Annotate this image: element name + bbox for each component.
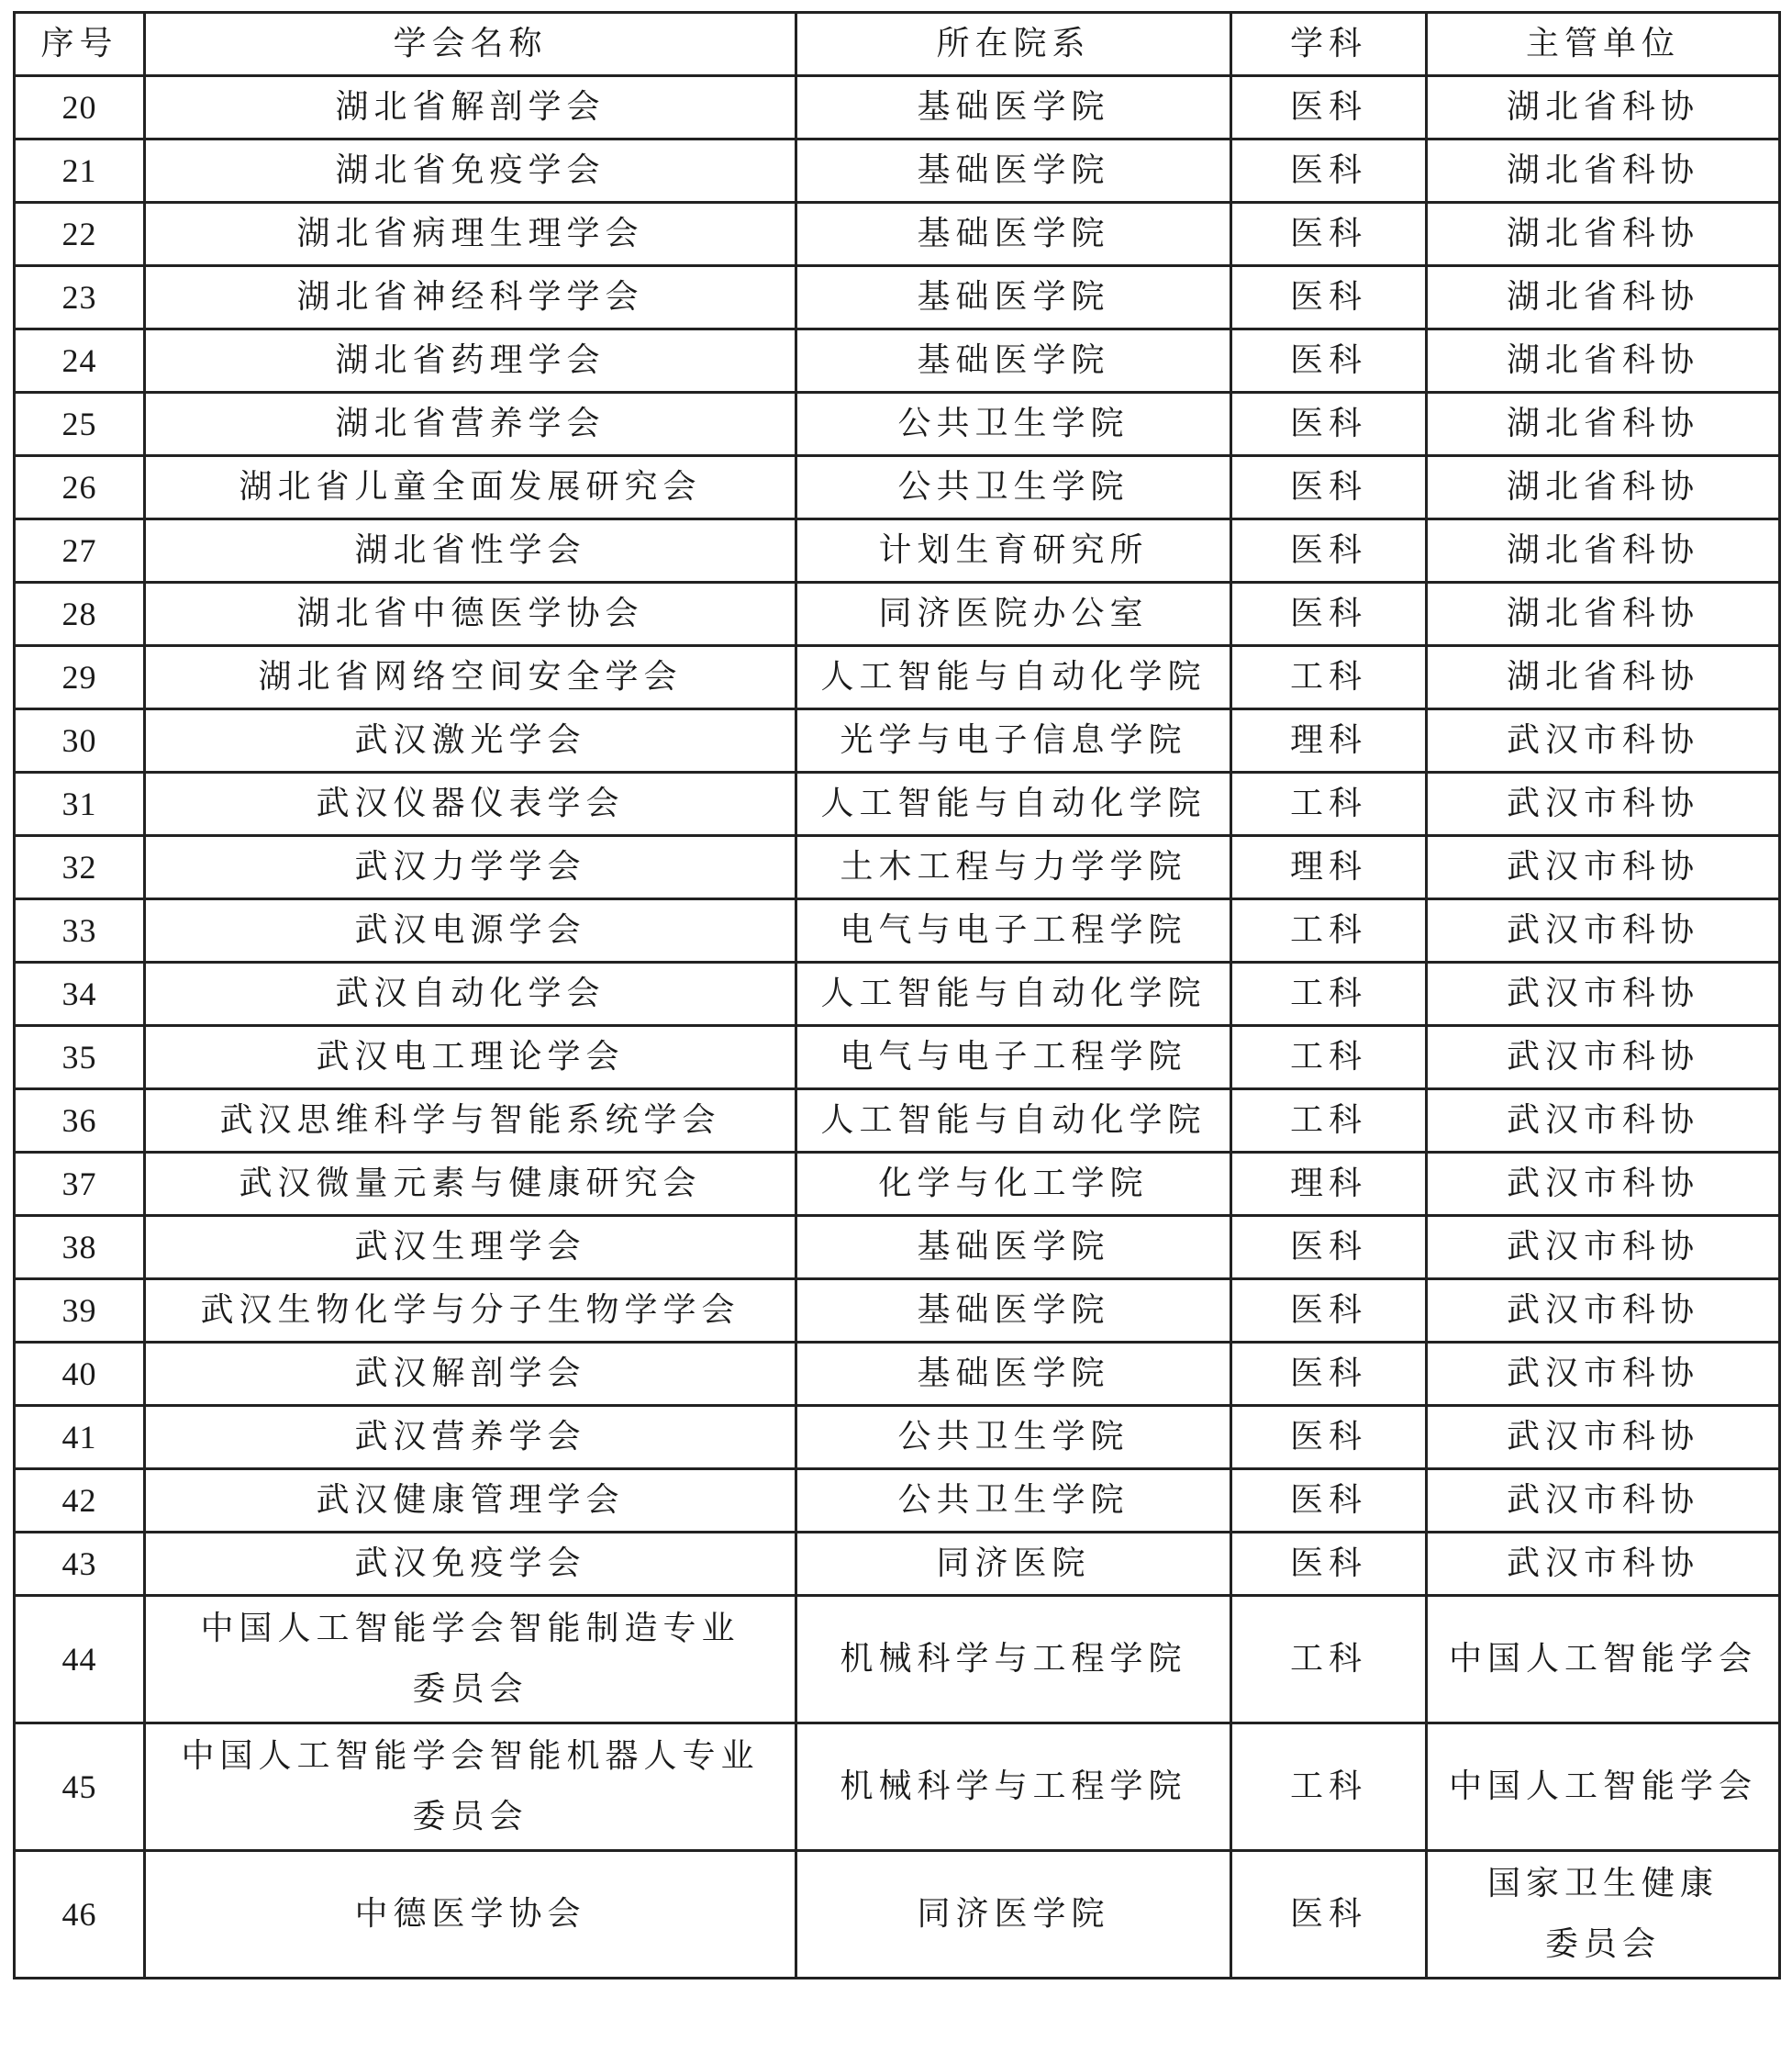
cell-discipline: 医科 — [1231, 393, 1427, 456]
cell-supervising-unit — [1427, 773, 1780, 836]
supervising-unit-line: 武汉市科协 — [1506, 1481, 1699, 1519]
cell-discipline: 理科 — [1231, 1153, 1427, 1216]
society-name-line: 武汉电工理论学会 — [316, 1038, 625, 1076]
cell-society-name — [145, 1596, 796, 1723]
cell-society-name — [145, 583, 796, 646]
cell-society-name — [145, 646, 796, 709]
cell-department: 人工智能与自动化学院 — [796, 646, 1231, 709]
table-row — [15, 583, 1780, 646]
cell-society-name — [145, 1343, 796, 1406]
society-name-line: 中国人工智能学会智能机器人专业 — [181, 1737, 760, 1775]
cell-number: 32 — [15, 836, 145, 899]
cell-department: 基础医学院 — [796, 139, 1231, 203]
table-row — [15, 1469, 1780, 1533]
supervising-unit-line: 湖北省科协 — [1506, 531, 1699, 569]
cell-number: 41 — [15, 1406, 145, 1469]
cell-number: 38 — [15, 1216, 145, 1279]
table-row — [15, 1533, 1780, 1596]
supervising-unit-line: 武汉市科协 — [1506, 1418, 1699, 1455]
supervising-unit-line: 湖北省科协 — [1506, 658, 1699, 696]
cell-department: 公共卫生学院 — [796, 456, 1231, 519]
supervising-unit-line: 武汉市科协 — [1506, 1165, 1699, 1202]
cell-supervising-unit — [1427, 1533, 1780, 1596]
supervising-unit-line: 湖北省科协 — [1506, 151, 1699, 189]
society-name-line: 武汉营养学会 — [354, 1418, 586, 1455]
cell-department: 人工智能与自动化学院 — [796, 773, 1231, 836]
supervising-unit-line: 湖北省科协 — [1506, 341, 1699, 379]
cell-society-name — [145, 139, 796, 203]
cell-department: 光学与电子信息学院 — [796, 709, 1231, 773]
society-name-line: 湖北省网络空间安全学会 — [258, 658, 683, 696]
society-name-line: 武汉思维科学与智能系统学会 — [219, 1101, 721, 1139]
society-name-line: 武汉健康管理学会 — [316, 1481, 625, 1519]
cell-discipline: 医科 — [1231, 1343, 1427, 1406]
cell-department: 人工智能与自动化学院 — [796, 963, 1231, 1026]
cell-number: 27 — [15, 519, 145, 583]
cell-discipline: 工科 — [1231, 963, 1427, 1026]
cell-number: 40 — [15, 1343, 145, 1406]
cell-discipline: 理科 — [1231, 709, 1427, 773]
table-row — [15, 1153, 1780, 1216]
cell-department: 电气与电子工程学院 — [796, 899, 1231, 963]
table-row — [15, 1723, 1780, 1851]
table-row — [15, 76, 1780, 139]
society-name-line: 武汉生理学会 — [354, 1228, 586, 1266]
cell-society-name — [145, 773, 796, 836]
table-row — [15, 836, 1780, 899]
society-name-line: 湖北省免疫学会 — [335, 151, 606, 189]
cell-department: 电气与电子工程学院 — [796, 1026, 1231, 1089]
header-department: 所在院系 — [796, 13, 1231, 76]
cell-number: 29 — [15, 646, 145, 709]
cell-discipline: 医科 — [1231, 203, 1427, 266]
cell-discipline: 医科 — [1231, 456, 1427, 519]
header-discipline: 学科 — [1231, 13, 1427, 76]
cell-department: 公共卫生学院 — [796, 1469, 1231, 1533]
cell-supervising-unit — [1427, 963, 1780, 1026]
supervising-unit-line: 湖北省科协 — [1506, 215, 1699, 252]
table-row — [15, 1026, 1780, 1089]
header-number: 序号 — [15, 13, 145, 76]
table-row — [15, 203, 1780, 266]
cell-supervising-unit — [1427, 1851, 1780, 1979]
supervising-unit-line: 委员会 — [1544, 1925, 1661, 1963]
cell-discipline: 医科 — [1231, 1851, 1427, 1979]
cell-discipline: 医科 — [1231, 139, 1427, 203]
society-name-line: 武汉生物化学与分子生物学学会 — [200, 1291, 740, 1329]
supervising-unit-line: 武汉市科协 — [1506, 1101, 1699, 1139]
cell-discipline: 医科 — [1231, 76, 1427, 139]
cell-number: 26 — [15, 456, 145, 519]
header-society-name: 学会名称 — [145, 13, 796, 76]
table-row — [15, 1406, 1780, 1469]
cell-department: 土木工程与力学学院 — [796, 836, 1231, 899]
cell-supervising-unit — [1427, 1723, 1780, 1851]
society-name-line: 委员会 — [412, 1670, 529, 1708]
society-name-line: 武汉电源学会 — [354, 911, 586, 949]
cell-supervising-unit — [1427, 1279, 1780, 1343]
cell-discipline: 工科 — [1231, 1596, 1427, 1723]
supervising-unit-line: 湖北省科协 — [1506, 468, 1699, 506]
cell-discipline: 工科 — [1231, 1089, 1427, 1153]
society-name-line: 中德医学协会 — [354, 1895, 586, 1933]
cell-supervising-unit — [1427, 583, 1780, 646]
society-name-line: 湖北省神经科学学会 — [296, 278, 644, 316]
cell-discipline: 工科 — [1231, 773, 1427, 836]
cell-department: 同济医院办公室 — [796, 583, 1231, 646]
cell-supervising-unit — [1427, 709, 1780, 773]
cell-number: 31 — [15, 773, 145, 836]
cell-discipline: 工科 — [1231, 899, 1427, 963]
table-header-row — [15, 13, 1780, 76]
cell-supervising-unit — [1427, 1596, 1780, 1723]
cell-society-name — [145, 709, 796, 773]
cell-number: 42 — [15, 1469, 145, 1533]
cell-society-name — [145, 203, 796, 266]
cell-society-name — [145, 76, 796, 139]
table-row — [15, 1216, 1780, 1279]
cell-department: 基础医学院 — [796, 1343, 1231, 1406]
table-row — [15, 329, 1780, 393]
table-row — [15, 266, 1780, 329]
table-row — [15, 1343, 1780, 1406]
cell-number: 44 — [15, 1596, 145, 1723]
cell-number: 30 — [15, 709, 145, 773]
cell-department: 公共卫生学院 — [796, 393, 1231, 456]
society-name-line: 武汉自动化学会 — [335, 975, 606, 1012]
cell-discipline: 工科 — [1231, 1026, 1427, 1089]
society-name-line: 武汉微量元素与健康研究会 — [239, 1165, 702, 1202]
cell-discipline: 医科 — [1231, 1279, 1427, 1343]
supervising-unit-line: 武汉市科协 — [1506, 1038, 1699, 1076]
cell-supervising-unit — [1427, 646, 1780, 709]
cell-department: 化学与化工学院 — [796, 1153, 1231, 1216]
cell-department: 同济医院 — [796, 1533, 1231, 1596]
cell-department: 公共卫生学院 — [796, 1406, 1231, 1469]
society-name-line: 湖北省性学会 — [354, 531, 586, 569]
table-row — [15, 1279, 1780, 1343]
cell-supervising-unit — [1427, 519, 1780, 583]
cell-society-name — [145, 899, 796, 963]
cell-society-name — [145, 456, 796, 519]
cell-supervising-unit — [1427, 139, 1780, 203]
society-name-line: 湖北省药理学会 — [335, 341, 606, 379]
cell-society-name — [145, 329, 796, 393]
society-name-line: 武汉解剖学会 — [354, 1355, 586, 1392]
table-row — [15, 456, 1780, 519]
supervising-unit-line: 湖北省科协 — [1506, 278, 1699, 316]
table-row — [15, 1851, 1780, 1979]
cell-supervising-unit — [1427, 1089, 1780, 1153]
cell-number: 25 — [15, 393, 145, 456]
cell-supervising-unit — [1427, 266, 1780, 329]
cell-number: 46 — [15, 1851, 145, 1979]
cell-number: 45 — [15, 1723, 145, 1851]
cell-supervising-unit — [1427, 76, 1780, 139]
supervising-unit-line: 中国人工智能学会 — [1448, 1640, 1757, 1678]
table-row — [15, 393, 1780, 456]
cell-discipline: 医科 — [1231, 266, 1427, 329]
cell-discipline: 医科 — [1231, 1469, 1427, 1533]
cell-society-name — [145, 1723, 796, 1851]
cell-supervising-unit — [1427, 1153, 1780, 1216]
cell-department: 基础医学院 — [796, 203, 1231, 266]
supervising-unit-line: 武汉市科协 — [1506, 721, 1699, 759]
cell-society-name — [145, 1533, 796, 1596]
supervising-unit-line: 武汉市科协 — [1506, 848, 1699, 886]
cell-supervising-unit — [1427, 836, 1780, 899]
cell-department: 基础医学院 — [796, 329, 1231, 393]
cell-number: 39 — [15, 1279, 145, 1343]
cell-department: 计划生育研究所 — [796, 519, 1231, 583]
cell-supervising-unit — [1427, 899, 1780, 963]
cell-number: 43 — [15, 1533, 145, 1596]
supervising-unit-line: 武汉市科协 — [1506, 785, 1699, 822]
cell-discipline: 医科 — [1231, 329, 1427, 393]
cell-department: 基础医学院 — [796, 1279, 1231, 1343]
society-name-line: 武汉免疫学会 — [354, 1544, 586, 1582]
cell-number: 23 — [15, 266, 145, 329]
cell-society-name — [145, 963, 796, 1026]
society-name-line: 武汉力学学会 — [354, 848, 586, 886]
table-row — [15, 709, 1780, 773]
cell-supervising-unit — [1427, 393, 1780, 456]
supervising-unit-line: 湖北省科协 — [1506, 595, 1699, 632]
cell-supervising-unit — [1427, 203, 1780, 266]
society-name-line: 湖北省解剖学会 — [335, 88, 606, 126]
cell-number: 21 — [15, 139, 145, 203]
supervising-unit-line: 武汉市科协 — [1506, 1291, 1699, 1329]
cell-supervising-unit — [1427, 1406, 1780, 1469]
cell-number: 24 — [15, 329, 145, 393]
table-row — [15, 1089, 1780, 1153]
supervising-unit-line: 武汉市科协 — [1506, 1228, 1699, 1266]
society-table — [13, 11, 1781, 1979]
cell-supervising-unit — [1427, 1216, 1780, 1279]
cell-supervising-unit — [1427, 1026, 1780, 1089]
society-name-line: 武汉仪器仪表学会 — [316, 785, 625, 822]
society-name-line: 武汉激光学会 — [354, 721, 586, 759]
table-body — [15, 76, 1780, 1979]
cell-number: 36 — [15, 1089, 145, 1153]
cell-number: 34 — [15, 963, 145, 1026]
cell-society-name — [145, 519, 796, 583]
cell-society-name — [145, 1216, 796, 1279]
supervising-unit-line: 武汉市科协 — [1506, 1544, 1699, 1582]
cell-supervising-unit — [1427, 456, 1780, 519]
cell-number: 20 — [15, 76, 145, 139]
cell-society-name — [145, 266, 796, 329]
cell-society-name — [145, 1153, 796, 1216]
society-name-line: 湖北省儿童全面发展研究会 — [239, 468, 702, 506]
cell-discipline: 医科 — [1231, 519, 1427, 583]
cell-number: 35 — [15, 1026, 145, 1089]
cell-society-name — [145, 1851, 796, 1979]
cell-society-name — [145, 393, 796, 456]
cell-number: 33 — [15, 899, 145, 963]
cell-department: 机械科学与工程学院 — [796, 1723, 1231, 1851]
cell-supervising-unit — [1427, 1343, 1780, 1406]
cell-number: 28 — [15, 583, 145, 646]
cell-department: 机械科学与工程学院 — [796, 1596, 1231, 1723]
table-row — [15, 139, 1780, 203]
cell-discipline: 理科 — [1231, 836, 1427, 899]
cell-department: 人工智能与自动化学院 — [796, 1089, 1231, 1153]
cell-number: 22 — [15, 203, 145, 266]
table-row — [15, 519, 1780, 583]
society-name-line: 中国人工智能学会智能制造专业 — [200, 1610, 740, 1647]
table-row — [15, 963, 1780, 1026]
cell-society-name — [145, 1026, 796, 1089]
table-row — [15, 646, 1780, 709]
header-supervising-unit: 主管单位 — [1427, 13, 1780, 76]
cell-number: 37 — [15, 1153, 145, 1216]
cell-society-name — [145, 1279, 796, 1343]
cell-discipline: 医科 — [1231, 1533, 1427, 1596]
cell-supervising-unit — [1427, 1469, 1780, 1533]
cell-department: 基础医学院 — [796, 1216, 1231, 1279]
cell-society-name — [145, 1089, 796, 1153]
society-name-line: 湖北省病理生理学会 — [296, 215, 644, 252]
cell-discipline: 医科 — [1231, 583, 1427, 646]
cell-society-name — [145, 1406, 796, 1469]
table-row — [15, 773, 1780, 836]
society-name-line: 湖北省中德医学协会 — [296, 595, 644, 632]
cell-department: 同济医学院 — [796, 1851, 1231, 1979]
society-name-line: 委员会 — [412, 1798, 529, 1835]
cell-discipline: 工科 — [1231, 1723, 1427, 1851]
supervising-unit-line: 湖北省科协 — [1506, 405, 1699, 442]
cell-society-name — [145, 836, 796, 899]
cell-society-name — [145, 1469, 796, 1533]
cell-supervising-unit — [1427, 329, 1780, 393]
table-row — [15, 1596, 1780, 1723]
supervising-unit-line: 武汉市科协 — [1506, 911, 1699, 949]
cell-discipline: 医科 — [1231, 1216, 1427, 1279]
cell-department: 基础医学院 — [796, 266, 1231, 329]
supervising-unit-line: 国家卫生健康 — [1486, 1865, 1719, 1902]
society-name-line: 湖北省营养学会 — [335, 405, 606, 442]
supervising-unit-line: 中国人工智能学会 — [1448, 1767, 1757, 1805]
cell-discipline: 医科 — [1231, 1406, 1427, 1469]
supervising-unit-line: 武汉市科协 — [1506, 975, 1699, 1012]
supervising-unit-line: 湖北省科协 — [1506, 88, 1699, 126]
table-row — [15, 899, 1780, 963]
cell-department: 基础医学院 — [796, 76, 1231, 139]
supervising-unit-line: 武汉市科协 — [1506, 1355, 1699, 1392]
cell-discipline: 工科 — [1231, 646, 1427, 709]
